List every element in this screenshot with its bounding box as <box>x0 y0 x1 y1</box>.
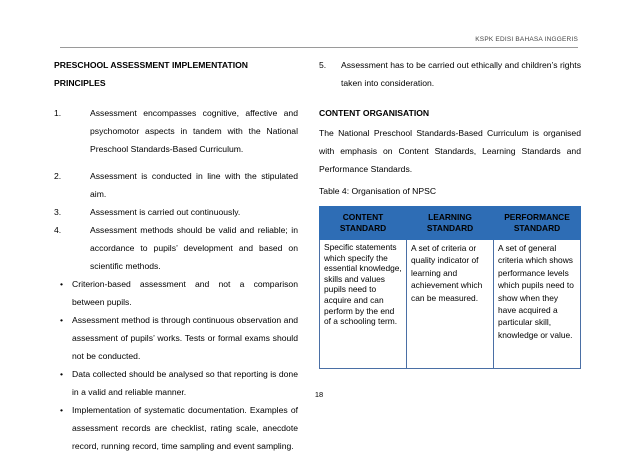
principle-item-3 <box>54 203 298 221</box>
item-number: 1. <box>54 108 62 118</box>
item-text: Assessment has to be carried out ethically and children’s rights taken into consideration. <box>341 60 581 88</box>
bullet-icon: • <box>60 405 64 415</box>
table-caption: Table 4: Organisation of NPSC <box>319 186 437 196</box>
npsc-table <box>319 206 581 369</box>
running-header: KSPK EDISI BAHASA INGGERIS <box>475 36 578 43</box>
section-heading-line1: PRESCHOOL ASSESSMENT IMPLEMENTATION <box>54 60 249 70</box>
bullet-text: Criterion-based assessment and not a comparison between pupils. <box>72 279 298 307</box>
header-learning-standard: LEARNING STANDARD <box>407 207 494 240</box>
item-text: Assessment is conducted in line with the stipulated aim. <box>90 171 298 199</box>
bullet-item-2 <box>54 311 298 365</box>
item-number: 3. <box>54 207 62 217</box>
bullet-text: Data collected should be analysed so that reporting is done in a valid and reliable manner. <box>72 369 298 397</box>
table-row <box>320 240 581 369</box>
bullet-text: Assessment method is through continuous observation and assessment of pupils’ works. Tests or formal exams should not be conducted. <box>72 315 298 361</box>
principle-item-5 <box>319 56 581 92</box>
cell-performance-standard: A set of general criteria which shows performance levels which pupils need to show when they have acquired a particular skill, knowledge or value. <box>494 240 581 369</box>
cell-learning-standard: A set of criteria or quality indicator of learning and achievement which can be measured. <box>407 240 494 369</box>
header-divider <box>60 47 578 48</box>
page-number: 18 <box>314 390 324 399</box>
principle-item-4 <box>54 221 298 275</box>
cell-content-standard: Specific statements which specify the essential knowledge, skills and values pupils need to acquire and can perform by the end of a schooling term. <box>320 240 407 369</box>
table-header-row <box>320 207 581 240</box>
item-number: 5. <box>319 60 327 70</box>
item-number: 4. <box>54 225 62 235</box>
bullet-text: Implementation of systematic documentation. Examples of assessment records are checklist, rating scale, anecdote record, running record, time sampling and event sampling. <box>72 405 298 451</box>
item-number: 2. <box>54 171 62 181</box>
item-text: Assessment encompasses cognitive, affective and psychomotor aspects in tandem with the National Preschool Standards-Based Curriculum. <box>90 108 298 154</box>
header-content-standard: CONTENT STANDARD <box>320 207 407 240</box>
item-text: Assessment methods should be valid and reliable; in accordance to pupils’ development and based on scientific methods. <box>90 225 298 271</box>
bullet-icon: • <box>60 279 64 289</box>
principle-item-1 <box>54 104 298 158</box>
content-organisation-paragraph: The National Preschool Standards-Based Curriculum is organised with emphasis on Content Standards, Learning Standards and Performance Standards. <box>319 128 581 174</box>
method-bullet-list <box>54 275 298 455</box>
bullet-icon: • <box>60 369 64 379</box>
principle-item-2 <box>54 167 298 203</box>
bullet-item-1 <box>54 275 298 311</box>
right-column <box>319 56 581 369</box>
bullet-icon: • <box>60 315 64 325</box>
item-text: Assessment is carried out continuously. <box>90 207 241 217</box>
bullet-item-4 <box>54 401 298 455</box>
content-organisation-heading: CONTENT ORGANISATION <box>319 108 430 118</box>
section-heading-line2: PRINCIPLES <box>54 78 106 88</box>
header-performance-standard: PERFORMANCE STANDARD <box>494 207 581 240</box>
